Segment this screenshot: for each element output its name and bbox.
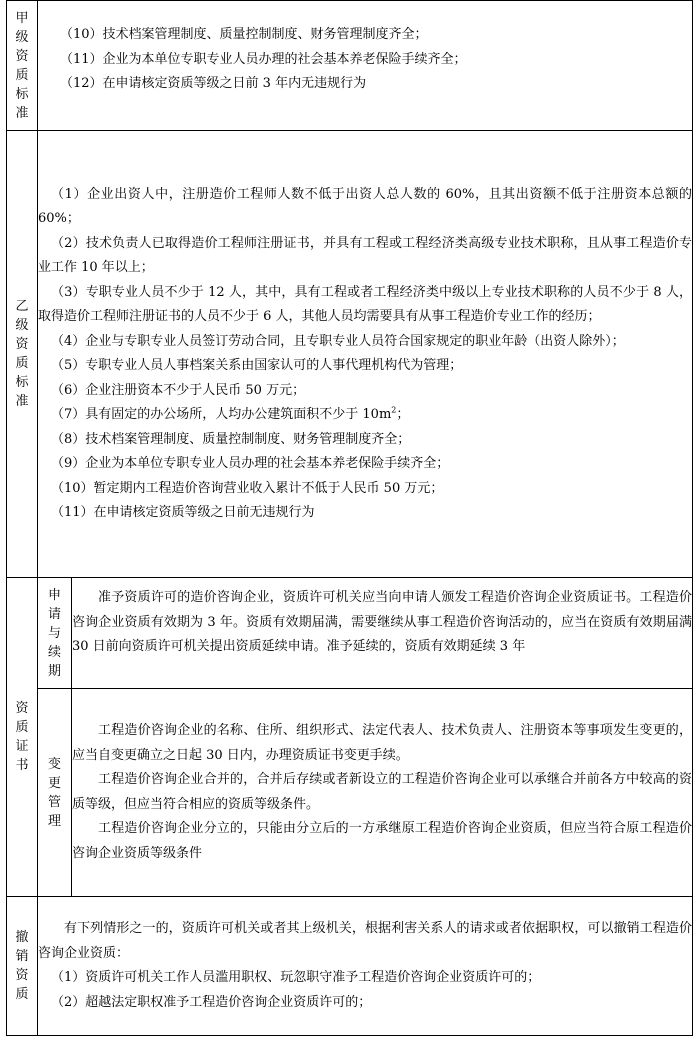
content-apply (72, 578, 693, 689)
row-cert-change (7, 689, 693, 897)
qualification-table (6, 0, 693, 1036)
yi-item-6: （6）企业注册资本不少于人民币 50 万元； (51, 382, 306, 398)
revoke-item-2: （2）超越法定职权准予工程造价咨询企业资质许可的； (51, 994, 372, 1010)
yi-item-7: （7）具有固定的办公场所，人均办公建筑面积不少于 $10m^2$； (51, 405, 410, 422)
row-cert-apply (7, 578, 693, 689)
content-jia (38, 1, 693, 131)
yi-item-2: （2）技术负责人已取得造价工程师注册证书，并具有工程或工程经济类高级专业技术职称，且从事工程造价专业工作 10 年以上； (38, 235, 693, 275)
yi-item-5: （5）专职专业人员人事档案关系由国家认可的人事代理机构代为管理； (51, 358, 463, 373)
yi-item-11: （11）在申请核定资质等级之日前无违规行为 (51, 505, 315, 520)
jia-item-12: （12）在申请核定资质等级之日前 3 年内无违规行为 (60, 76, 367, 91)
label-jia: 甲 级 资 质 标 准 (7, 1, 38, 131)
change-para-2: 工程造价咨询企业合并的，合并后存续或者新设立的工程造价咨询企业可以承继合并前各方中较高的资质等级，但应当符合相应的资质等级条件。 (72, 772, 693, 812)
row-yi (7, 131, 693, 578)
content-revoke (38, 897, 693, 1036)
jia-item-10: （10）技术档案管理制度、质量控制制度、财务管理制度齐全； (60, 27, 428, 42)
yi-item-3: （3）专职专业人员不少于 12 人，其中，具有工程或者工程经济类中级以上专业技术职称的人员不少于 8 人，取得造价工程师注册证书的人员不少于 6 人，其他人员均需要具有从事工程造价专业工作的经历； (38, 284, 693, 324)
label-change: 变 更 管 理 (38, 689, 72, 897)
yi-item-9: （9）企业为本单位专职专业人员办理的社会基本养老保险手续齐全； (51, 456, 450, 471)
label-apply: 申 请 与 续 期 (38, 578, 72, 689)
revoke-intro: 有下列情形之一的，资质许可机关或者其上级机关，根据利害关系人的请求或者依据职权，可以撤销工程造价咨询企业资质： (38, 921, 693, 961)
content-change (72, 689, 693, 897)
change-para-3: 工程造价咨询企业分立的，只能由分立后的一方承继原工程造价咨询企业资质，但应当符合原工程造价咨询企业资质等级条件 (72, 821, 693, 861)
apply-text: 准予资质许可的造价咨询企业，资质许可机关应当向申请人颁发工程造价咨询企业资质证书。工程造价咨询企业资质有效期为 3 年。资质有效期届满，需要继续从事工程造价咨询活动的，应当在资质有效期届满 30 日前向资质许可机关提出资质延续申请。准予延续的，资质有效期延续 3 年 (72, 590, 693, 654)
change-para-1: 工程造价咨询企业的名称、住所、组织形式、法定代表人、技术负责人、注册资本等事项发生变更的，应当自变更确立之日起 30 日内，办理资质证书变更手续。 (72, 723, 693, 763)
yi-item-4: （4）企业与专职专业人员签订劳动合同，且专职专业人员符合国家规定的职业年龄（出资人除外）； (51, 333, 625, 349)
label-cert: 资 质 证 书 (7, 578, 38, 897)
label-revoke: 撤 销 资 质 (7, 897, 38, 1036)
content-yi (38, 131, 693, 578)
row-jia (7, 1, 693, 131)
revoke-item-1: （1）资质许可机关工作人员滥用职权、玩忽职守准予工程造价咨询企业资质许可的； (51, 970, 541, 985)
yi-item-8: （8）技术档案管理制度、质量控制制度、财务管理制度齐全； (51, 431, 411, 447)
yi-item-10: （10）暂定期内工程造价咨询营业收入累计不低于人民币 50 万元； (51, 480, 444, 496)
yi-item-1: （1）企业出资人中，注册造价工程师人数不低于出资人总人数的 60%，且其出资额不低于注册资本总额的 60%； (38, 186, 693, 226)
row-revoke (7, 897, 693, 1036)
label-yi: 乙 级 资 质 标 准 (7, 131, 38, 578)
jia-item-11: （11）企业为本单位专职专业人员办理的社会基本养老保险手续齐全； (60, 51, 467, 67)
